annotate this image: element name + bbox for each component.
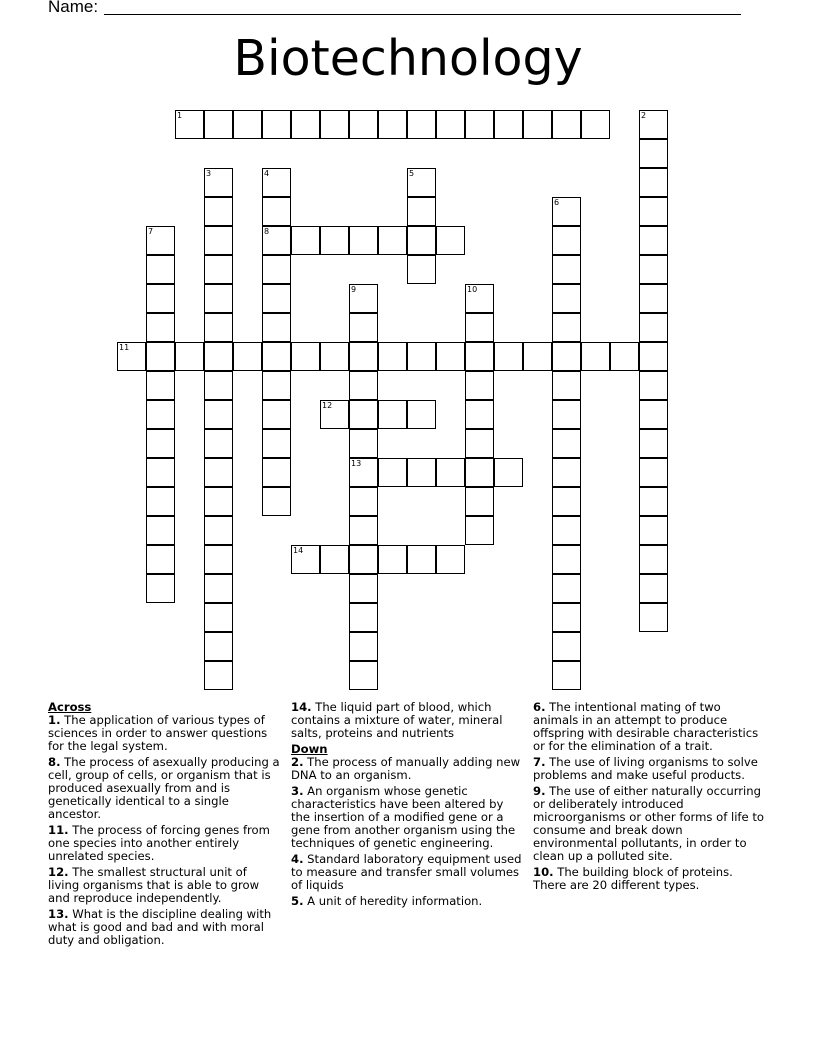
grid-cell[interactable] xyxy=(349,661,378,690)
grid-cell[interactable] xyxy=(552,226,581,255)
cell-number: 6 xyxy=(554,198,560,207)
cell-number: 13 xyxy=(351,459,362,468)
clue-number: 1. xyxy=(48,713,61,727)
grid-cell[interactable] xyxy=(552,632,581,661)
clue-item xyxy=(291,785,523,850)
grid-cell[interactable] xyxy=(552,487,581,516)
grid-cell[interactable] xyxy=(407,400,436,429)
grid-cell[interactable] xyxy=(494,458,523,487)
clue-text: The process of manually adding new DNA to an organism. xyxy=(291,755,521,782)
grid-cell[interactable] xyxy=(349,313,378,342)
clue-number: 2. xyxy=(291,755,304,769)
grid-cell[interactable] xyxy=(523,342,552,371)
clue-item xyxy=(291,895,523,908)
grid-cell[interactable] xyxy=(262,342,291,371)
grid-cell[interactable] xyxy=(349,574,378,603)
grid-cell[interactable] xyxy=(639,574,668,603)
clue-number: 5. xyxy=(291,894,304,908)
grid-cell[interactable] xyxy=(204,110,233,139)
grid-cell[interactable] xyxy=(436,458,465,487)
grid-cell[interactable] xyxy=(465,313,494,342)
grid-cell[interactable] xyxy=(581,110,610,139)
grid-cell[interactable] xyxy=(639,342,668,371)
grid-cell[interactable] xyxy=(639,516,668,545)
grid-cell[interactable] xyxy=(552,313,581,342)
grid-cell[interactable] xyxy=(639,168,668,197)
grid-cell[interactable] xyxy=(204,603,233,632)
cell-number: 10 xyxy=(467,285,478,294)
grid-cell[interactable] xyxy=(639,284,668,313)
grid-cell[interactable] xyxy=(581,342,610,371)
grid-cell[interactable] xyxy=(552,255,581,284)
grid-cell[interactable] xyxy=(262,371,291,400)
grid-cell[interactable] xyxy=(204,458,233,487)
grid-cell[interactable] xyxy=(262,313,291,342)
clue-number: 14. xyxy=(291,700,312,714)
grid-cell[interactable] xyxy=(175,110,204,139)
grid-cell[interactable] xyxy=(204,516,233,545)
grid-cell[interactable] xyxy=(378,400,407,429)
grid-cell[interactable] xyxy=(146,516,175,545)
clue-number: 10. xyxy=(533,865,554,879)
grid-cell[interactable] xyxy=(639,255,668,284)
clue-text: The smallest structural unit of living organisms that is able to grow and reproduce independently. xyxy=(48,865,260,905)
grid-cell[interactable] xyxy=(378,545,407,574)
grid-cell[interactable] xyxy=(465,342,494,371)
grid-cell[interactable] xyxy=(204,313,233,342)
grid-cell[interactable] xyxy=(349,603,378,632)
grid-cell[interactable] xyxy=(639,458,668,487)
grid-cell[interactable] xyxy=(146,574,175,603)
grid-cell[interactable] xyxy=(146,342,175,371)
grid-cell[interactable] xyxy=(349,110,378,139)
grid-cell[interactable] xyxy=(465,284,494,313)
grid-cell[interactable] xyxy=(146,371,175,400)
clue-number: 8. xyxy=(48,755,61,769)
grid-cell[interactable] xyxy=(320,226,349,255)
cell-number: 5 xyxy=(409,169,415,178)
grid-cell[interactable] xyxy=(320,342,349,371)
grid-cell[interactable] xyxy=(407,226,436,255)
grid-cell[interactable] xyxy=(291,226,320,255)
clue-item xyxy=(533,785,765,863)
grid-cell[interactable] xyxy=(320,545,349,574)
grid-cell[interactable] xyxy=(552,110,581,139)
clue-text: The process of forcing genes from one species into another entirely unrelated species. xyxy=(48,823,270,863)
grid-cell[interactable] xyxy=(436,110,465,139)
grid-cell[interactable] xyxy=(465,458,494,487)
clue-column-2 xyxy=(291,701,523,911)
clue-number: 3. xyxy=(291,784,304,798)
clue-item xyxy=(291,701,523,740)
grid-cell[interactable] xyxy=(436,545,465,574)
clue-text: What is the discipline dealing with what is good and bad and with moral duty and obligation. xyxy=(48,907,272,947)
cell-number: 12 xyxy=(322,401,333,410)
grid-cell[interactable] xyxy=(436,342,465,371)
across-heading: Across xyxy=(48,700,92,714)
cell-number: 14 xyxy=(293,546,304,555)
grid-cell[interactable] xyxy=(291,342,320,371)
grid-cell[interactable] xyxy=(407,110,436,139)
grid-cell[interactable] xyxy=(494,110,523,139)
clue-text: The building block of proteins. There are 20 different types. xyxy=(533,865,733,892)
cell-number: 1 xyxy=(177,111,183,120)
clue-item xyxy=(291,756,523,782)
cell-number: 8 xyxy=(264,227,270,236)
grid-cell[interactable] xyxy=(262,197,291,226)
grid-cell[interactable] xyxy=(146,487,175,516)
clue-item xyxy=(48,756,280,821)
grid-cell[interactable] xyxy=(552,429,581,458)
grid-cell[interactable] xyxy=(552,197,581,226)
clue-number: 6. xyxy=(533,700,546,714)
grid-cell[interactable] xyxy=(436,226,465,255)
grid-cell[interactable] xyxy=(465,110,494,139)
grid-cell[interactable] xyxy=(291,110,320,139)
grid-cell[interactable] xyxy=(204,226,233,255)
clue-text: The process of asexually producing a cell, group of cells, or organism that is produced asexually from and is genetically identical to a single ancestor. xyxy=(48,755,280,821)
grid-cell[interactable] xyxy=(349,545,378,574)
grid-cell[interactable] xyxy=(552,545,581,574)
cell-number: 9 xyxy=(351,285,357,294)
grid-cell[interactable] xyxy=(146,458,175,487)
grid-cell[interactable] xyxy=(378,458,407,487)
clue-column-3 xyxy=(533,701,765,895)
grid-cell[interactable] xyxy=(262,168,291,197)
grid-cell[interactable] xyxy=(552,400,581,429)
grid-cell[interactable] xyxy=(262,284,291,313)
grid-cell[interactable] xyxy=(465,371,494,400)
grid-cell[interactable] xyxy=(639,110,668,139)
grid-cell[interactable] xyxy=(639,545,668,574)
grid-cell[interactable] xyxy=(349,429,378,458)
grid-cell[interactable] xyxy=(204,400,233,429)
grid-cell[interactable] xyxy=(262,400,291,429)
grid-cell[interactable] xyxy=(552,516,581,545)
grid-cell[interactable] xyxy=(349,342,378,371)
clue-number: 9. xyxy=(533,784,546,798)
cell-number: 7 xyxy=(148,227,154,236)
grid-cell[interactable] xyxy=(639,197,668,226)
grid-cell[interactable] xyxy=(639,487,668,516)
grid-cell[interactable] xyxy=(552,603,581,632)
grid-cell[interactable] xyxy=(146,313,175,342)
clue-item xyxy=(48,714,280,753)
clue-text: The application of various types of sciences in order to answer questions for the legal system. xyxy=(48,713,268,753)
clue-text: Standard laboratory equipment used to measure and transfer small volumes of liquids xyxy=(291,852,522,892)
grid-cell[interactable] xyxy=(262,458,291,487)
grid-cell[interactable] xyxy=(320,400,349,429)
grid-cell[interactable] xyxy=(204,545,233,574)
grid-cell[interactable] xyxy=(146,429,175,458)
clue-number: 7. xyxy=(533,755,546,769)
down-heading: Down xyxy=(291,742,328,756)
grid-cell[interactable] xyxy=(204,371,233,400)
clue-number: 13. xyxy=(48,907,69,921)
grid-cell[interactable] xyxy=(552,661,581,690)
grid-cell[interactable] xyxy=(204,632,233,661)
grid-cell[interactable] xyxy=(320,110,349,139)
clue-text: A unit of heredity information. xyxy=(303,894,483,908)
grid-cell[interactable] xyxy=(117,342,146,371)
clue-item xyxy=(48,908,280,947)
grid-cell[interactable] xyxy=(349,371,378,400)
grid-cell[interactable] xyxy=(378,110,407,139)
grid-cell[interactable] xyxy=(552,284,581,313)
grid-cell[interactable] xyxy=(552,371,581,400)
grid-cell[interactable] xyxy=(146,284,175,313)
grid-cell[interactable] xyxy=(204,487,233,516)
grid-cell[interactable] xyxy=(407,545,436,574)
grid-cell[interactable] xyxy=(639,371,668,400)
grid-cell[interactable] xyxy=(465,429,494,458)
grid-cell[interactable] xyxy=(204,197,233,226)
clue-text: An organism whose genetic characteristics have been altered by the insertion of a modified gene or a gene from another organism using the techniques of genetic engineering. xyxy=(291,784,516,850)
grid-cell[interactable] xyxy=(639,313,668,342)
grid-cell[interactable] xyxy=(146,226,175,255)
grid-cell[interactable] xyxy=(349,458,378,487)
clue-number: 12. xyxy=(48,865,69,879)
cell-number: 4 xyxy=(264,169,270,178)
grid-cell[interactable] xyxy=(378,226,407,255)
grid-cell[interactable] xyxy=(204,255,233,284)
clue-item xyxy=(48,824,280,863)
grid-cell[interactable] xyxy=(552,342,581,371)
clue-item xyxy=(48,866,280,905)
grid-cell[interactable] xyxy=(262,429,291,458)
grid-cell[interactable] xyxy=(639,400,668,429)
clue-text: The liquid part of blood, which contains a mixture of water, mineral salts, proteins and nutrients xyxy=(291,700,503,740)
clue-number: 4. xyxy=(291,852,304,866)
grid-cell[interactable] xyxy=(407,342,436,371)
grid-cell[interactable] xyxy=(262,255,291,284)
grid-cell[interactable] xyxy=(349,516,378,545)
grid-cell[interactable] xyxy=(552,574,581,603)
grid-cell[interactable] xyxy=(465,400,494,429)
clue-item xyxy=(533,701,765,753)
clue-item xyxy=(291,853,523,892)
cell-number: 11 xyxy=(119,343,130,352)
grid-cell[interactable] xyxy=(146,400,175,429)
page-title: Biotechnology xyxy=(233,30,583,87)
cell-number: 3 xyxy=(206,169,212,178)
grid-cell[interactable] xyxy=(146,545,175,574)
grid-cell[interactable] xyxy=(639,139,668,168)
grid-cell[interactable] xyxy=(291,545,320,574)
grid-cell[interactable] xyxy=(465,516,494,545)
grid-cell[interactable] xyxy=(465,487,494,516)
grid-cell[interactable] xyxy=(349,284,378,313)
grid-cell[interactable] xyxy=(523,110,552,139)
grid-cell[interactable] xyxy=(175,342,204,371)
clue-text: The intentional mating of two animals in an attempt to produce offspring with desirable characteristics or for the elimination of a trait. xyxy=(533,700,759,753)
grid-cell[interactable] xyxy=(407,458,436,487)
grid-cell[interactable] xyxy=(204,168,233,197)
grid-cell[interactable] xyxy=(204,342,233,371)
grid-cell[interactable] xyxy=(610,342,639,371)
grid-cell[interactable] xyxy=(204,661,233,690)
grid-cell[interactable] xyxy=(233,110,262,139)
clue-number: 11. xyxy=(48,823,69,837)
grid-cell[interactable] xyxy=(639,429,668,458)
grid-cell[interactable] xyxy=(233,342,262,371)
grid-cell[interactable] xyxy=(146,255,175,284)
clue-item xyxy=(533,866,765,892)
grid-cell[interactable] xyxy=(349,226,378,255)
grid-cell[interactable] xyxy=(349,400,378,429)
grid-cell[interactable] xyxy=(639,226,668,255)
cell-number: 2 xyxy=(641,111,647,120)
grid-cell[interactable] xyxy=(349,487,378,516)
grid-cell[interactable] xyxy=(349,632,378,661)
grid-cell[interactable] xyxy=(407,168,436,197)
name-label: Name: xyxy=(48,0,99,16)
grid-cell[interactable] xyxy=(639,603,668,632)
clue-text: The use of living organisms to solve problems and make useful products. xyxy=(533,755,758,782)
grid-cell[interactable] xyxy=(407,197,436,226)
grid-cell[interactable] xyxy=(552,458,581,487)
grid-cell[interactable] xyxy=(204,284,233,313)
clue-column-1 xyxy=(48,701,280,950)
grid-cell[interactable] xyxy=(378,342,407,371)
grid-cell[interactable] xyxy=(494,342,523,371)
grid-cell[interactable] xyxy=(407,255,436,284)
grid-cell[interactable] xyxy=(262,226,291,255)
grid-cell[interactable] xyxy=(204,429,233,458)
clue-item xyxy=(533,756,765,782)
grid-cell[interactable] xyxy=(204,574,233,603)
grid-cell[interactable] xyxy=(262,487,291,516)
grid-cell[interactable] xyxy=(262,110,291,139)
clue-text: The use of either naturally occurring or deliberately introduced microorganisms or other forms of life to consume and break down environmental pollutants, in order to clean up a polluted site. xyxy=(533,784,764,863)
